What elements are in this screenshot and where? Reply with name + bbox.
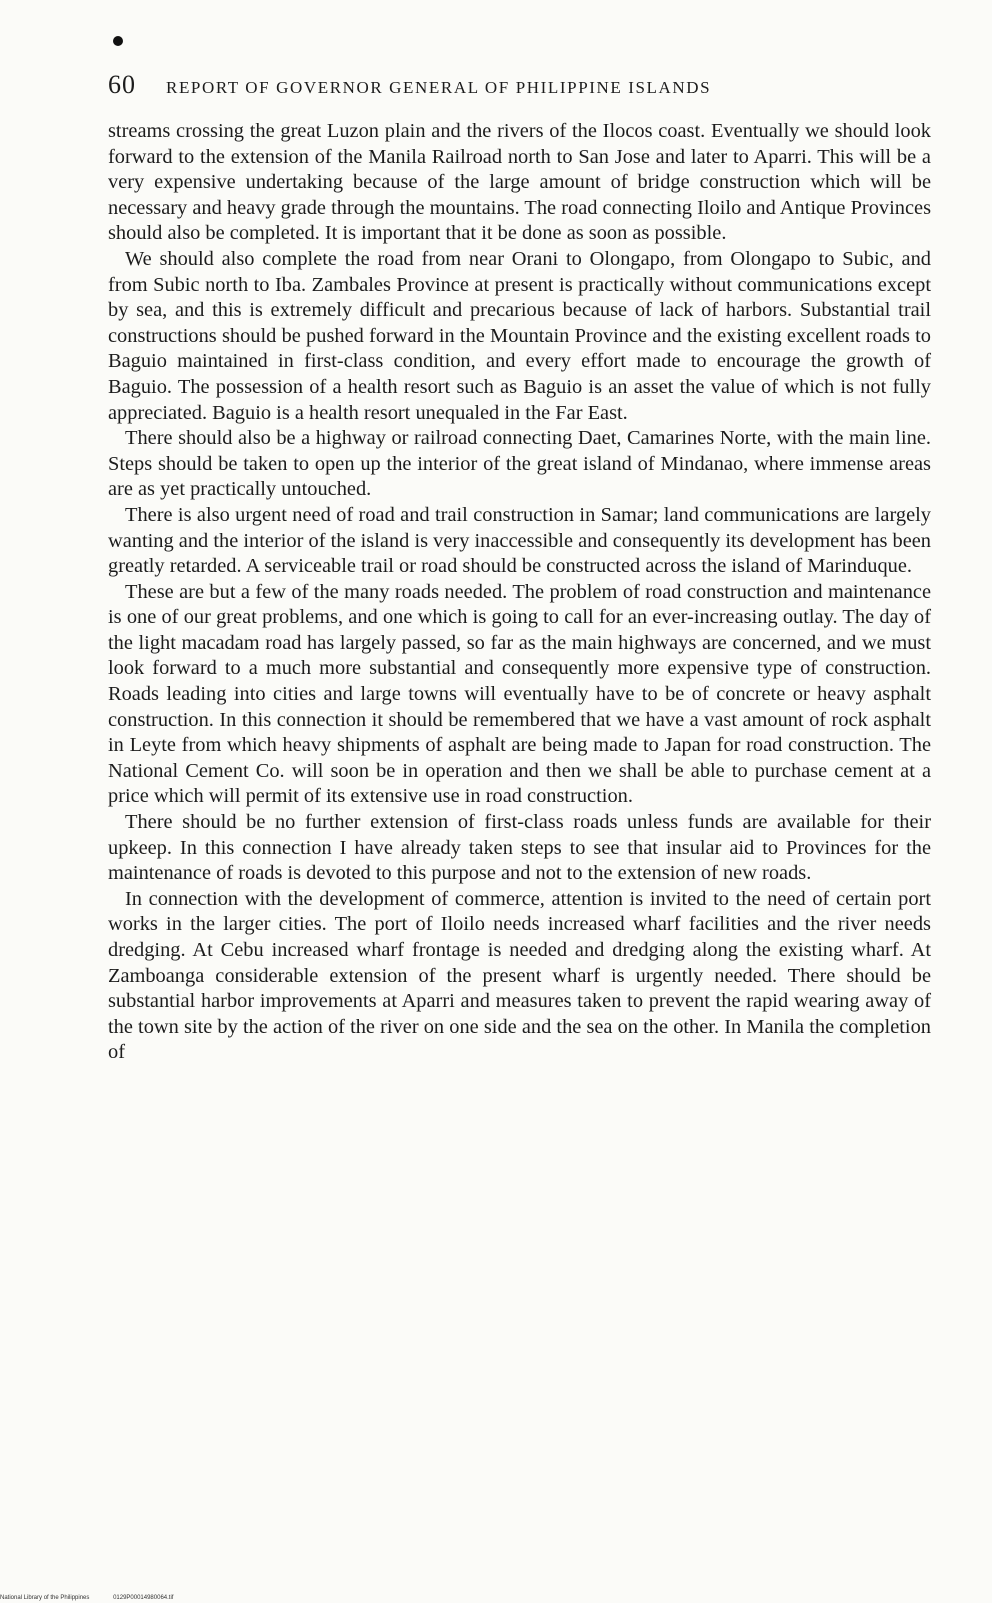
page-number: 60 — [108, 70, 136, 99]
scan-identifier: 0129P00014980064.tif — [113, 1595, 174, 1601]
paragraph: These are but a few of the many roads needed. The problem of road construction and maintenance is one of our great problems, and one which is going to call for an ever-increasing outlay. The day of the light macadam road has largely passed, so far as the main highways are concerned, and we must look forward to a much more substantial and consequently more expensive type of construction. Roads leading into cities and large towns will eventually have to be of concrete or heavy asphalt construction. In this connection it should be remembered that we have a vast amount of rock asphalt in Leyte from which heavy shipments of asphalt are being made to Japan for road construction. The National Cement Co. will soon be in operation and then we shall be able to purchase cement at a price which will permit of its extensive use in road construction. — [108, 580, 931, 808]
paragraph: In connection with the development of commerce, attention is invited to the need of certain port works in the larger cities. The port of Iloilo needs increased wharf facilities and the river needs dredging. At Cebu increased wharf frontage is needed and dredging along the existing wharf. At Zamboanga considerable extension of the present wharf is urgently needed. There should be substantial harbor improvements at Aparri and measures taken to prevent the rapid wearing away of the town site by the action of the river on one side and the sea on the other. In Manila the completion of — [108, 887, 931, 1064]
ink-dot-mark — [113, 36, 123, 46]
paragraph: There is also urgent need of road and trail construction in Samar; land communications are largely wanting and the interior of the island is very inaccessible and consequently its development has been greatly retarded. A serviceable trail or road should be constructed across the island of Marinduque. — [108, 503, 931, 578]
running-title: REPORT OF GOVERNOR GENERAL OF PHILIPPINE ISLANDS — [166, 78, 712, 97]
body-text — [108, 119, 931, 1066]
paragraph: streams crossing the great Luzon plain and the rivers of the Ilocos coast. Eventually we should look forward to the extension of the Manila Railroad north to San Jose and later to Aparri. This will be a very expensive undertaking because of the large amount of bridge construction which will be necessary and heavy grade through the mountains. The road connecting Iloilo and Antique Provinces should also be completed. It is important that it be done as soon as possible. — [108, 120, 931, 245]
paragraph: There should also be a highway or railroad connecting Daet, Camarines Norte, with the main line. Steps should be taken to open up the interior of the great island of Mindanao, where immense areas are as yet practically untouched. — [108, 427, 931, 501]
library-credit: National Library of the Philippines — [0, 1595, 90, 1601]
page-header — [108, 70, 928, 100]
paragraph: There should be no further extension of first-class roads unless funds are available for their upkeep. In this connection I have already taken steps to see that insular aid to Provinces for the maintenance of roads is devoted to this purpose and not to the extension of new roads. — [108, 811, 931, 885]
scan-footer — [0, 1595, 195, 1601]
paragraph: We should also complete the road from near Orani to Olongapo, from Olongapo to Subic, and from Subic north to Iba. Zambales Province at present is practically without communications except by sea, and this is extremely difficult and precarious because of lack of harbors. Substantial trail constructions should be pushed forward in the Mountain Province and the existing excellent roads to Baguio maintained in first-class condition, and every effort made to encourage the growth of Baguio. The possession of a health resort such as Baguio is an asset the value of which is not fully appreciated. Baguio is a health resort unequaled in the Far East. — [108, 247, 931, 424]
